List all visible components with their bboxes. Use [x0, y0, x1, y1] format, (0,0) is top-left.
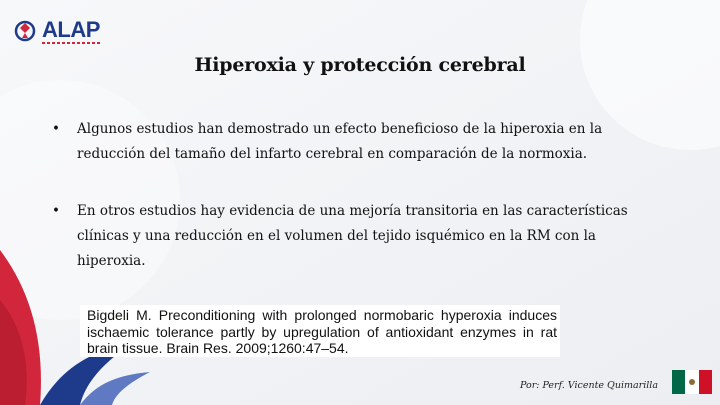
- bullet-marker: •: [52, 121, 60, 137]
- logo-mark-icon: [14, 16, 42, 46]
- flag-stripe-red: [699, 370, 712, 394]
- author-credit: Por: Perf. Vicente Quimarilla: [519, 380, 658, 391]
- flag-stripe-green: [672, 370, 685, 394]
- logo-text: ALAP: [42, 17, 100, 42]
- bullet-item: [52, 117, 652, 167]
- slide-title: Hiperoxia y protección cerebral: [194, 54, 526, 76]
- bullet-item: [52, 199, 652, 274]
- bullet-marker: •: [52, 203, 60, 219]
- bullet-text: Algunos estudios han demostrado un efecto beneficioso de la hiperoxia en la reducción del tamaño del infarto cerebral en comparación de la normoxia.: [77, 121, 603, 162]
- mexico-flag-icon: [672, 370, 712, 394]
- logo-subtitle-line: [42, 42, 100, 44]
- reference-text: Bigdeli M. Preconditioning with prolonged normobaric hyperoxia induces ischaemic tolerance partly by upregulation of antioxidant enzymes in rat brain tissue. Brain Res. 2009;1260:47–54.: [87, 307, 557, 356]
- flag-emblem: [687, 377, 697, 387]
- bullet-text: En otros estudios hay evidencia de una mejoría transitoria en las características clínicas y una reducción en el volumen del tejido isquémico en la RM con la hiperoxia.: [77, 203, 628, 269]
- reference-box: [80, 305, 560, 357]
- flag-stripe-white: [685, 370, 698, 394]
- alap-logo: [14, 14, 104, 48]
